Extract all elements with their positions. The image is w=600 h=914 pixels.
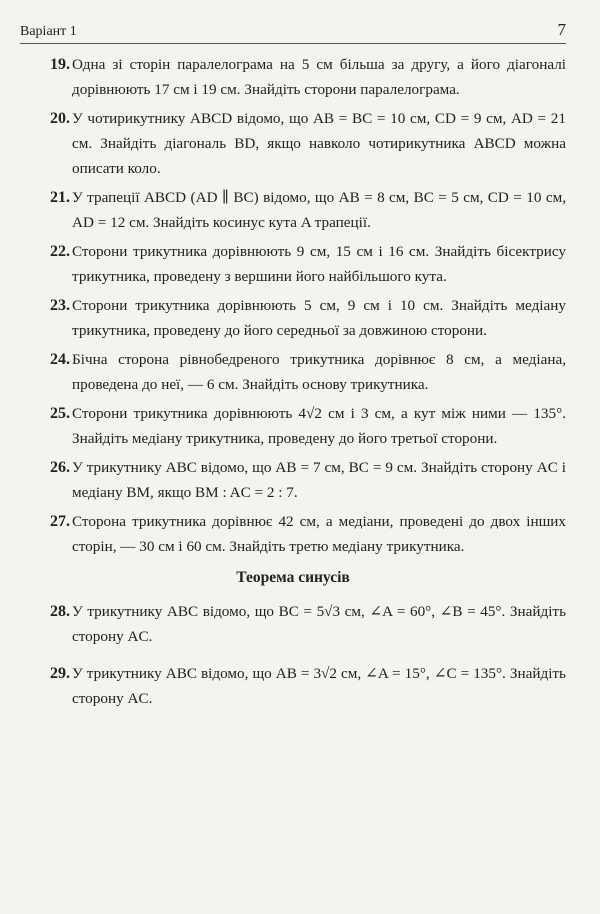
problem-number: 19 . bbox=[20, 52, 70, 77]
problem-20 bbox=[20, 106, 566, 181]
problem-number: 26 . bbox=[20, 455, 70, 480]
problem-number: 29 . bbox=[20, 661, 70, 686]
problem-21 bbox=[20, 185, 566, 235]
problem-19 bbox=[20, 52, 566, 102]
problem-24 bbox=[20, 347, 566, 397]
problem-number: 22 . bbox=[20, 239, 70, 264]
problem-text: Сторони трикутника дорівнюють 4√2 см і 3 см, а кут між ними — 135°. Знайдіть медіану трикутника, проведену до його третьої сторони. bbox=[72, 405, 566, 447]
problem-text: Сторони трикутника дорівнюють 5 см, 9 см і 10 см. Знайдіть медіану трикутника, проведену до його середньої за довжиною сторони. bbox=[72, 297, 566, 339]
problem-22 bbox=[20, 239, 566, 289]
page-header bbox=[20, 20, 566, 44]
problem-25 bbox=[20, 401, 566, 451]
problem-number: 21 . bbox=[20, 185, 70, 210]
problem-list bbox=[20, 52, 566, 711]
problem-23 bbox=[20, 293, 566, 343]
problem-number: 23 . bbox=[20, 293, 70, 318]
section-title: Теорема синусів bbox=[236, 569, 350, 586]
problem-number: 20 . bbox=[20, 106, 70, 131]
problem-number: 28 . bbox=[20, 599, 70, 624]
problem-number: 25 . bbox=[20, 401, 70, 426]
problem-text: Бічна сторона рівнобедреного трикутника дорівнює 8 см, а медіана, проведена до неї, — 6 см. Знайдіть основу трикутника. bbox=[72, 351, 566, 393]
page-number: 7 bbox=[557, 20, 566, 39]
problem-text: Сторони трикутника дорівнюють 9 см, 15 см і 16 см. Знайдіть бісектрису трикутника, проведену з вершини його найбільшого кута. bbox=[72, 243, 566, 285]
problem-number: 27 . bbox=[20, 509, 70, 534]
problem-29 bbox=[20, 661, 566, 711]
problem-number: 24 . bbox=[20, 347, 70, 372]
problem-text: Сторона трикутника дорівнює 42 см, а медіани, проведені до двох інших сторін, — 30 см і 60 см. Знайдіть третю медіану трикутника. bbox=[72, 513, 566, 555]
problem-26 bbox=[20, 455, 566, 505]
problem-27 bbox=[20, 509, 566, 559]
problem-text: У трикутнику ABC відомо, що BC = 5√3 см, ∠A = 60°, ∠B = 45°. Знайдіть сторону AC. bbox=[72, 603, 566, 645]
problem-text: У трикутнику ABC відомо, що AB = 7 см, BC = 9 см. Знайдіть сторону AC і медіану BM, якщо BM : AC = 2 : 7. bbox=[72, 459, 566, 501]
variant-label: Варіант 1 bbox=[20, 24, 77, 39]
problem-text: У трапеції ABCD (AD ∥ BC) відомо, що AB = 8 см, BC = 5 см, CD = 10 см, AD = 12 см. Знайдіть косинус кута A трапеції. bbox=[72, 189, 566, 231]
problem-text: У чотирикутнику ABCD відомо, що AB = BC = 10 см, CD = 9 см, AD = 21 см. Знайдіть діагональ BD, якщо навколо чотирикутника ABCD можна описати коло. bbox=[72, 110, 566, 177]
problem-text: У трикутнику ABC відомо, що AB = 3√2 см, ∠A = 15°, ∠C = 135°. Знайдіть сторону AC. bbox=[72, 665, 566, 707]
problem-text: Одна зі сторін паралелограма на 5 см більша за другу, а його діагоналі дорівнюють 17 см і 19 см. Знайдіть сторони паралелограма. bbox=[72, 56, 566, 98]
problem-28 bbox=[20, 599, 566, 649]
